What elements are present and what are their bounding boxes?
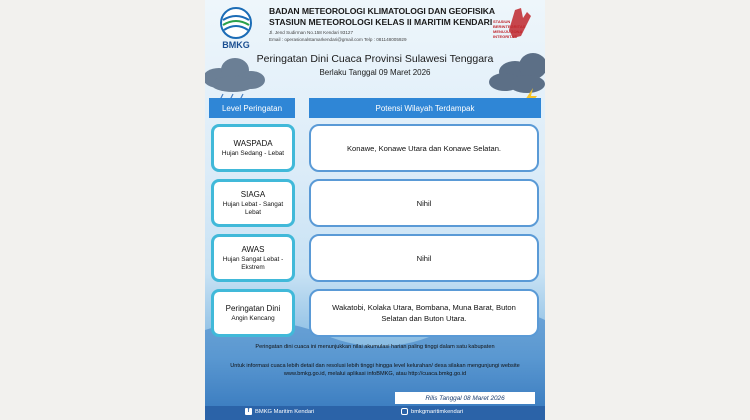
facebook-handle: BMKG Maritim Kendari	[255, 408, 315, 415]
page-title: Peringatan Dini Cuaca Provinsi Sulawesi Tenggara	[256, 53, 494, 65]
level-desc: Hujan Sedang - Lebat	[221, 149, 285, 157]
level-name: SIAGA	[240, 189, 266, 199]
warning-poster	[205, 0, 545, 420]
accumulation-note: Peringatan dini cuaca ini menunjukkan nilai akumulasi harian paling tinggi dalam satu kabupaten	[255, 344, 495, 350]
area-card-siaga: Nihil	[309, 179, 539, 227]
level-desc: Hujan Sangat Lebat - Ekstrem	[222, 255, 284, 271]
facebook-link[interactable]	[245, 408, 314, 415]
area-card-wind: Wakatobi, Kolaka Utara, Bombana, Muna Barat, Buton Selatan dan Buton Utara.	[309, 289, 539, 337]
level-desc: Angin Kencang	[231, 314, 275, 322]
level-card-wind	[211, 289, 295, 337]
contact: Email : operasionalstamarkendari@gmail.com Telp : 081148005929	[269, 37, 407, 42]
column-header-level: Level Peringatan	[209, 98, 295, 118]
level-card-awas	[211, 234, 295, 282]
bmkg-logo	[213, 4, 259, 50]
facebook-icon: f	[245, 408, 252, 415]
level-card-siaga	[211, 179, 295, 227]
level-name: WASPADA	[233, 138, 273, 148]
level-name: Peringatan Dini	[225, 303, 281, 313]
release-date: Rilis Tanggal 08 Maret 2026	[395, 392, 535, 404]
org-name-line1: BADAN METEOROLOGI KLIMATOLOGI DAN GEOFISIKA	[269, 6, 495, 16]
level-card-waspada	[211, 124, 295, 172]
area-card-awas: Nihil	[309, 234, 539, 282]
address: Jl. Jend Sudirman No.158 Kendari 93127	[269, 30, 354, 35]
level-name: AWAS	[241, 244, 265, 254]
instagram-link[interactable]	[401, 408, 463, 415]
validity-date: Berlaku Tanggal 09 Maret 2026	[319, 68, 431, 77]
instagram-handle: bmkgmaritimkendari	[411, 408, 464, 415]
area-card-waspada: Konawe, Konawe Utara dan Konawe Selatan.	[309, 124, 539, 172]
integrity-badge	[491, 6, 539, 46]
instagram-icon	[401, 408, 408, 415]
level-desc: Hujan Lebat - Sangat Lebat	[222, 200, 284, 216]
column-header-area: Potensi Wilayah Terdampak	[309, 98, 541, 118]
header	[205, 0, 545, 52]
integrity-badge-text: STASIUN BERINTEGRITAS MENUJU ZONA INTEGRITAS	[493, 19, 526, 39]
org-name-line2: STASIUN METEOROLOGI KELAS II MARITIM KENDARI	[269, 17, 493, 27]
info-note: Untuk informasi cuaca lebih detail dan resolusi lebih tinggi hingga level kelurahan/ desa silakan mengunjungi website www.bmkg.go.id, melalui aplikasi infoBMKG, atau http://cuaca.bmkg.go.id	[230, 363, 520, 377]
svg-text:BMKG: BMKG	[222, 40, 250, 50]
